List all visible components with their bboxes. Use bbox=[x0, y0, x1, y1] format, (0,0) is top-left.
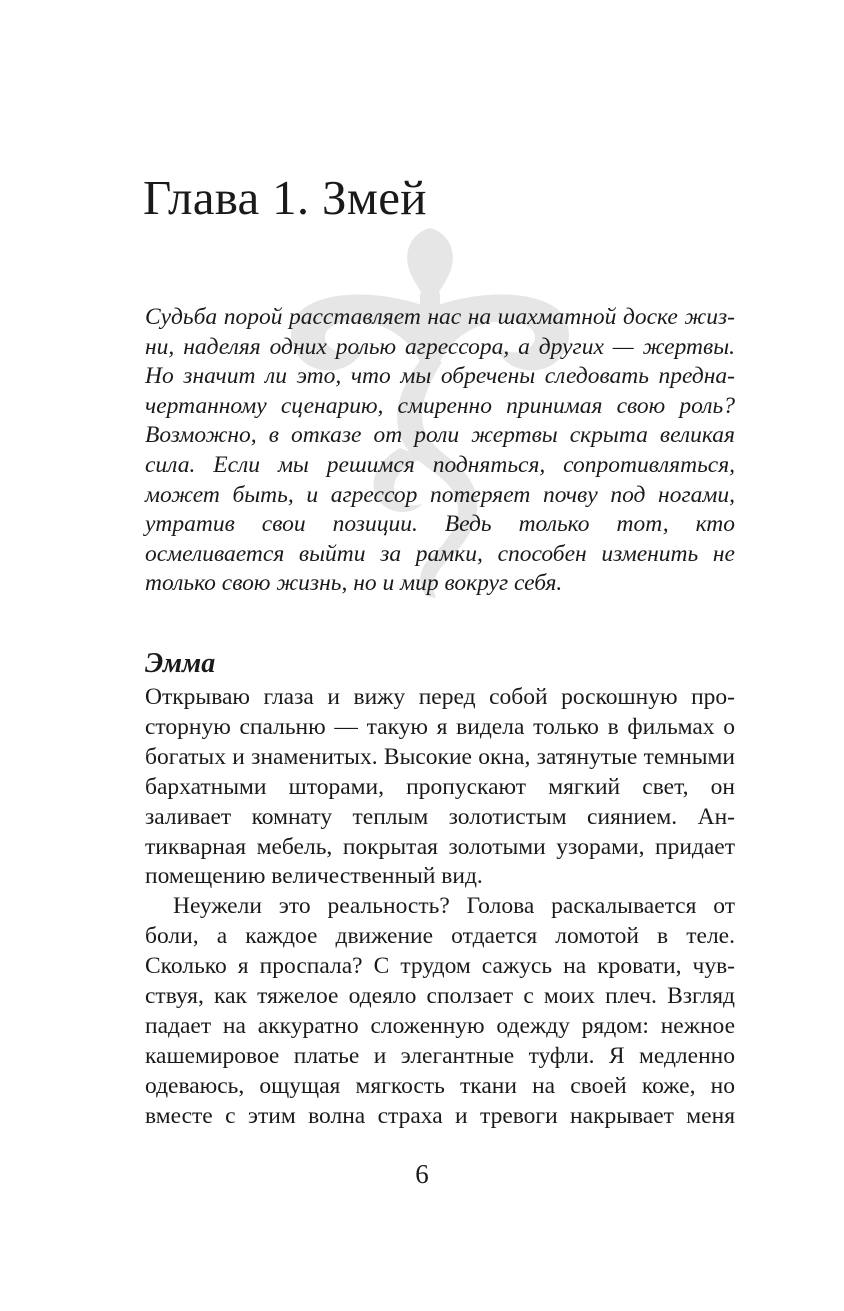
paragraph: Неужели это реальность? Голова раскалывается от боли, а каждое движение отдается ломотой в теле. Сколько я проспала? С трудом сажусь на кровати, чувствуя, как тяжелое одеяло сползает с моих плеч. Взгляд падает на аккуратно сложенную одежду рядом: нежное кашемировое платье и элегантные туфли. Я медленно одеваюсь, ощущая мягкость ткани на своей коже, но вместе с этим волна страха и тревоги накрывает меня bbox=[145, 893, 735, 1129]
chapter-title: Глава 1. Змей bbox=[143, 170, 427, 225]
section-heading: Эмма bbox=[145, 648, 216, 679]
body-text bbox=[145, 683, 735, 1132]
paragraph: Открываю глаза и вижу перед собой роскошную просторную спальню — такую я видела только в фильмах о богатых и знаменитых. Высокие окна, затянутые темными бархатными шторами, пропускают мягкий свет, он заливает комнату теплым золотистым сиянием. Антикварная мебель, покрытая золотыми узорами, придает помещению величественный вид. bbox=[145, 684, 735, 890]
page-number: 6 bbox=[415, 1159, 429, 1189]
epigraph: Судьба порой расставляет нас на шахматной доске жизни, наделяя одних ролью агрессора, а других — жертвы. Но значит ли это, что мы обречены следовать предначертанному сценарию, смиренно принимая свою роль? Возможно, в отказе от роли жертвы скрыта великая сила. Если мы решимся подняться, сопротивляться, может быть, и агрессор потеряет почву под ногами, утратив свои позиции. Ведь только тот, кто осмеливается выйти за рамки, способен изменить не только свою жизнь, но и мир вокруг себя. bbox=[145, 304, 735, 597]
